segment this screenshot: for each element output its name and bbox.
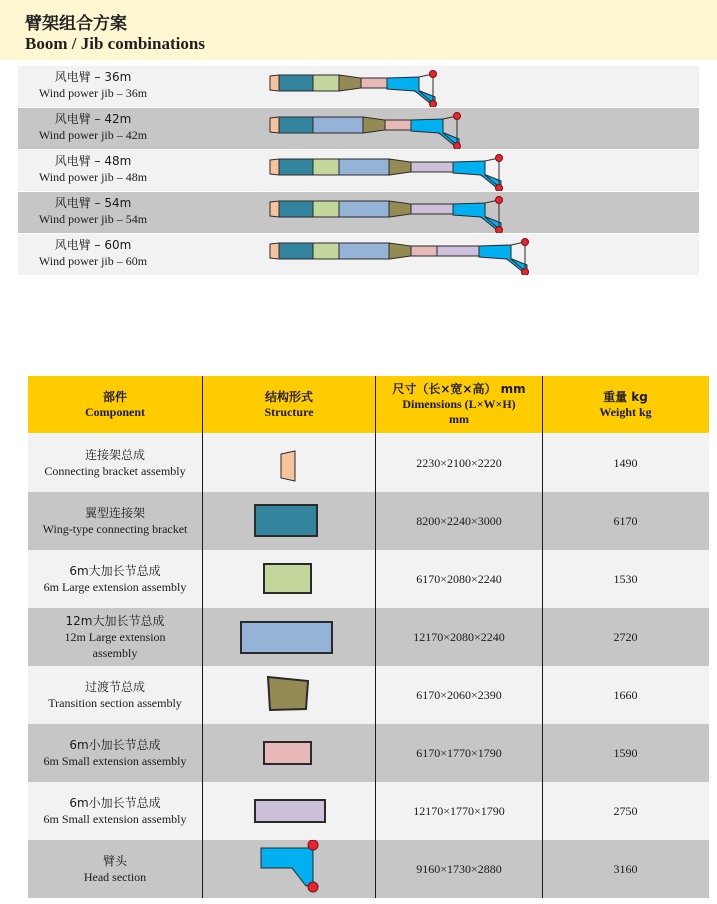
head-body bbox=[387, 77, 433, 104]
large-12m-segment bbox=[339, 243, 389, 259]
component-name-zh: 6m小加长节总成 bbox=[69, 796, 161, 810]
combo-label-en: Wind power jib – 36m bbox=[38, 86, 148, 100]
bracket-segment bbox=[270, 201, 279, 217]
weight-cell: 1590 bbox=[613, 746, 638, 760]
wing-segment bbox=[279, 159, 313, 175]
dimensions-cell: 6170×2060×2390 bbox=[416, 688, 502, 702]
large-12m-segment bbox=[339, 201, 389, 217]
table-row bbox=[28, 666, 709, 724]
table-row bbox=[28, 492, 709, 550]
column-header-structure: 结构形式 Structure bbox=[202, 376, 376, 433]
component-name-en: 6m Small extension assembly bbox=[43, 754, 187, 768]
small-6m-segment bbox=[411, 246, 437, 256]
component-name-zh: 过渡节总成 bbox=[84, 680, 145, 694]
structure-cell bbox=[202, 666, 376, 724]
large-6m-segment bbox=[313, 243, 339, 259]
combo-label-zh: 风电臂 – 60m bbox=[54, 238, 132, 252]
column-divider bbox=[542, 376, 543, 898]
small-6m-shape bbox=[264, 742, 311, 764]
column-header-component: 部件 Component bbox=[28, 376, 202, 433]
weight-cell: 1490 bbox=[613, 456, 638, 470]
structure-cell bbox=[202, 608, 376, 666]
combo-label-zh: 风电臂 – 54m bbox=[54, 196, 132, 210]
table-row bbox=[28, 550, 709, 608]
large-6m-segment bbox=[313, 75, 339, 91]
column-divider bbox=[375, 376, 376, 898]
component-name-zh: 臂头 bbox=[102, 854, 127, 868]
component-cell bbox=[28, 840, 202, 898]
structure-small_6m-icon bbox=[202, 724, 376, 782]
component-cell bbox=[28, 724, 202, 782]
dimensions-cell: 2230×2100×2220 bbox=[416, 456, 502, 470]
structure-cell bbox=[202, 840, 376, 898]
dimensions-cell: 6170×1770×1790 bbox=[416, 746, 502, 760]
jib-combination-42m bbox=[18, 108, 699, 149]
component-name-zh: 翼型连接架 bbox=[84, 506, 145, 520]
combo-label-zh: 风电臂 – 48m bbox=[54, 154, 132, 168]
small-12m-segment bbox=[411, 204, 453, 214]
table-row bbox=[28, 724, 709, 782]
sheave-top bbox=[430, 71, 437, 78]
large-6m-segment bbox=[313, 201, 339, 217]
dimensions-cell: 8200×2240×3000 bbox=[416, 514, 502, 528]
component-name-en-cont: assembly bbox=[92, 646, 138, 660]
combo-label-en: Wind power jib – 60m bbox=[38, 254, 148, 268]
component-name-en: Connecting bracket assembly bbox=[44, 464, 186, 478]
sheave-bottom bbox=[308, 882, 318, 892]
component-cell bbox=[28, 782, 202, 840]
structure-cell bbox=[202, 492, 376, 550]
component-name-en: Transition section assembly bbox=[48, 696, 182, 710]
sheave-top bbox=[496, 197, 503, 204]
column-divider bbox=[202, 376, 203, 898]
head-body bbox=[479, 245, 525, 272]
sheave-top bbox=[308, 840, 318, 850]
column-header-dimensions: 尺寸（长×宽×高） mm Dimensions (L×W×H) mm bbox=[376, 376, 542, 433]
component-cell bbox=[28, 550, 202, 608]
bracket-segment bbox=[270, 75, 279, 91]
component-name-en: 6m Small extension assembly bbox=[43, 812, 187, 826]
component-name-en: Head section bbox=[83, 870, 147, 884]
large-6m-segment bbox=[313, 159, 339, 175]
weight-cell: 1660 bbox=[613, 688, 638, 702]
jib-diagram-54m bbox=[18, 192, 699, 233]
structure-wing-icon bbox=[202, 492, 376, 550]
page-title-en: Boom / Jib combinations bbox=[25, 34, 205, 53]
structure-large_12m-icon bbox=[202, 608, 376, 666]
small-12m-segment bbox=[437, 246, 479, 256]
structure-cell bbox=[202, 724, 376, 782]
sheave-bottom bbox=[522, 269, 529, 276]
page-header bbox=[0, 0, 717, 60]
large-12m-segment bbox=[313, 117, 363, 133]
table-row bbox=[28, 840, 709, 898]
component-name-en: 12m Large extension bbox=[64, 630, 166, 644]
component-name-zh: 12m大加长节总成 bbox=[65, 614, 165, 628]
dimensions-cell: 12170×1770×1790 bbox=[413, 804, 505, 818]
sheave-top bbox=[496, 155, 503, 162]
structure-cell bbox=[202, 782, 376, 840]
jib-diagram-42m bbox=[18, 108, 699, 149]
structure-transition-icon bbox=[202, 666, 376, 724]
dimensions-cell: 12170×2080×2240 bbox=[413, 630, 505, 644]
transition-segment bbox=[389, 243, 411, 259]
component-cell bbox=[28, 608, 202, 666]
sheave-bottom bbox=[496, 185, 503, 192]
jib-combination-48m bbox=[18, 150, 699, 191]
structure-head-icon bbox=[202, 840, 376, 898]
large-6m-shape bbox=[264, 564, 311, 593]
weight-cell: 2720 bbox=[613, 630, 638, 644]
weight-cell: 3160 bbox=[613, 862, 638, 876]
bracket-segment bbox=[270, 117, 279, 133]
table-row bbox=[28, 608, 709, 666]
structure-large_6m-icon bbox=[202, 550, 376, 608]
jib-combination-60m bbox=[18, 234, 699, 275]
head-body bbox=[453, 161, 499, 188]
wing-segment bbox=[279, 117, 313, 133]
combo-label-en: Wind power jib – 48m bbox=[38, 170, 148, 184]
column-header-weight: 重量 kg Weight kg bbox=[542, 376, 709, 433]
wing-segment bbox=[279, 243, 313, 259]
small-12m-shape bbox=[255, 800, 325, 822]
large-12m-segment bbox=[339, 159, 389, 175]
transition-segment bbox=[339, 75, 361, 91]
combo-label-zh: 风电臂 – 42m bbox=[54, 112, 132, 126]
combo-label-en: Wind power jib – 54m bbox=[38, 212, 148, 226]
jib-combination-36m bbox=[18, 66, 699, 107]
structure-bracket-icon bbox=[202, 434, 376, 492]
small-6m-segment bbox=[385, 120, 411, 130]
head-body bbox=[453, 203, 499, 230]
jib-combination-54m bbox=[18, 192, 699, 233]
structure-cell bbox=[202, 550, 376, 608]
component-name-en: 6m Large extension assembly bbox=[43, 580, 187, 594]
table-row bbox=[28, 782, 709, 840]
combo-label-en: Wind power jib – 42m bbox=[38, 128, 148, 142]
weight-cell: 2750 bbox=[613, 804, 638, 818]
weight-cell: 1530 bbox=[613, 572, 638, 586]
bracket-segment bbox=[270, 159, 279, 175]
transition-shape bbox=[268, 677, 308, 710]
component-cell bbox=[28, 434, 202, 492]
combo-label-zh: 风电臂 – 36m bbox=[54, 70, 132, 84]
dimensions-cell: 9160×1730×2880 bbox=[416, 862, 502, 876]
component-cell bbox=[28, 492, 202, 550]
sheave-top bbox=[522, 239, 529, 246]
jib-diagram-48m bbox=[18, 150, 699, 191]
sheave-bottom bbox=[430, 101, 437, 108]
small-12m-segment bbox=[411, 162, 453, 172]
bracket-segment bbox=[270, 243, 279, 259]
wing-segment bbox=[279, 201, 313, 217]
component-name-zh: 6m大加长节总成 bbox=[69, 564, 161, 578]
sheave-bottom bbox=[496, 227, 503, 234]
component-name-zh: 6m小加长节总成 bbox=[69, 738, 161, 752]
weight-cell: 6170 bbox=[613, 514, 638, 528]
jib-diagram-36m bbox=[18, 66, 699, 107]
bracket-shape bbox=[281, 451, 295, 481]
page-title-zh: 臂架组合方案 bbox=[25, 14, 127, 34]
wing-segment bbox=[279, 75, 313, 91]
sheave-top bbox=[454, 113, 461, 120]
large-12m-shape bbox=[241, 622, 332, 653]
sheave-bottom bbox=[454, 143, 461, 150]
component-name-en: Wing-type connecting bracket bbox=[42, 522, 188, 536]
dimensions-cell: 6170×2080×2240 bbox=[416, 572, 502, 586]
small-6m-segment bbox=[361, 78, 387, 88]
component-cell bbox=[28, 666, 202, 724]
wing-shape bbox=[255, 505, 317, 536]
head-shape bbox=[261, 848, 313, 886]
transition-segment bbox=[389, 201, 411, 217]
table-row bbox=[28, 434, 709, 492]
head-body bbox=[411, 119, 457, 146]
structure-cell bbox=[202, 434, 376, 492]
transition-segment bbox=[363, 117, 385, 133]
transition-segment bbox=[389, 159, 411, 175]
component-name-zh: 连接架总成 bbox=[84, 448, 145, 462]
structure-small_12m-icon bbox=[202, 782, 376, 840]
jib-diagram-60m bbox=[18, 234, 699, 275]
